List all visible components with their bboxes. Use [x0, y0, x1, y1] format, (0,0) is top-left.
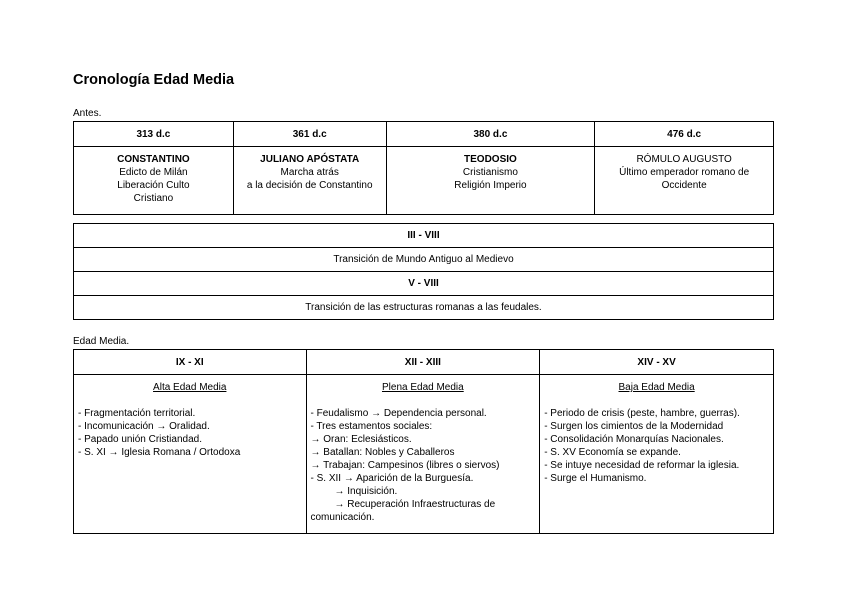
page-title: Cronología Edad Media [73, 72, 235, 88]
list-item: - Se intuye necesidad de reformar la iglesia. [544, 460, 740, 471]
cell-line: Cristianismo [462, 167, 518, 178]
list-item: - S. XV Economía se expande. [544, 447, 681, 458]
transition-text-2: Transición de las estructuras romanas a las feudales. [74, 296, 774, 320]
subtitle-baja: Baja Edad Media [618, 382, 695, 393]
list-item: → Inquisición. [334, 486, 398, 497]
cell-juliano [233, 147, 386, 215]
cell-line: Edicto de Milán [119, 167, 188, 178]
list-item: - S. XI → Iglesia Romana / Ortodoxa [78, 447, 241, 458]
list-item: → Recuperación Infraestructuras de [334, 499, 496, 510]
cell-baja-edad-media [540, 375, 774, 534]
list-item: - Papado unión Cristiandad. [78, 434, 202, 445]
list-item: comunicación. [310, 512, 375, 523]
cell-alta-edad-media [74, 375, 307, 534]
list-item: → Oran: Eclesiásticos. [310, 434, 412, 445]
list-item: - Surgen los cimientos de la Modernidad [544, 421, 724, 432]
emperor-name: TEODOSIO [464, 154, 517, 165]
emperor-name: CONSTANTINO [117, 154, 190, 165]
cell-line: Cristiano [133, 193, 174, 204]
emperor-name: JULIANO APÓSTATA [260, 154, 360, 165]
header-xii-xiii: XII - XIII [306, 350, 540, 375]
list-item: - Surge el Humanismo. [544, 473, 647, 484]
edad-media-label: Edad Media. [73, 336, 130, 347]
header-380: 380 d.c [386, 122, 595, 147]
list-item: - S. XII → Aparición de la Burguesía. [310, 473, 474, 484]
list-item: - Feudalismo → Dependencia personal. [310, 408, 487, 419]
cell-teodosio [386, 147, 595, 215]
timeline-table-antes [73, 121, 774, 215]
cell-line: Religión Imperio [454, 180, 527, 191]
subtitle-alta: Alta Edad Media [153, 382, 227, 393]
list-item: - Tres estamentos sociales: [310, 421, 433, 432]
list-item: - Fragmentación territorial. [78, 408, 196, 419]
cell-romulo [595, 147, 774, 215]
transition-table [73, 223, 774, 320]
list-item: → Batallan: Nobles y Caballeros [310, 447, 455, 458]
cell-line: a la decisión de Constantino [246, 180, 373, 191]
period-v-viii: V - VIII [74, 272, 774, 296]
header-xiv-xv: XIV - XV [540, 350, 774, 375]
list-item: - Periodo de crisis (peste, hambre, guerras). [544, 408, 740, 419]
list-item: → Trabajan: Campesinos (libres o siervos) [310, 460, 500, 471]
cell-line: Occidente [661, 180, 707, 191]
cell-line: Último emperador romano de [619, 167, 750, 178]
cell-constantino [74, 147, 234, 215]
edad-media-table [73, 349, 774, 534]
header-ix-xi: IX - XI [74, 350, 307, 375]
list-item: - Consolidación Monarquías Nacionales. [544, 434, 724, 445]
emperor-name: RÓMULO AUGUSTO [636, 154, 732, 165]
list-item: - Incomunicación → Oralidad. [78, 421, 210, 432]
header-361: 361 d.c [233, 122, 386, 147]
header-476: 476 d.c [595, 122, 774, 147]
cell-plena-edad-media [306, 375, 540, 534]
cell-line: Liberación Culto [117, 180, 190, 191]
antes-label: Antes. [73, 108, 102, 119]
transition-text-1: Transición de Mundo Antiguo al Medievo [74, 248, 774, 272]
cell-line: Marcha atrás [280, 167, 339, 178]
header-313: 313 d.c [74, 122, 234, 147]
period-iii-viii: III - VIII [74, 224, 774, 248]
subtitle-plena: Plena Edad Media [381, 382, 464, 393]
